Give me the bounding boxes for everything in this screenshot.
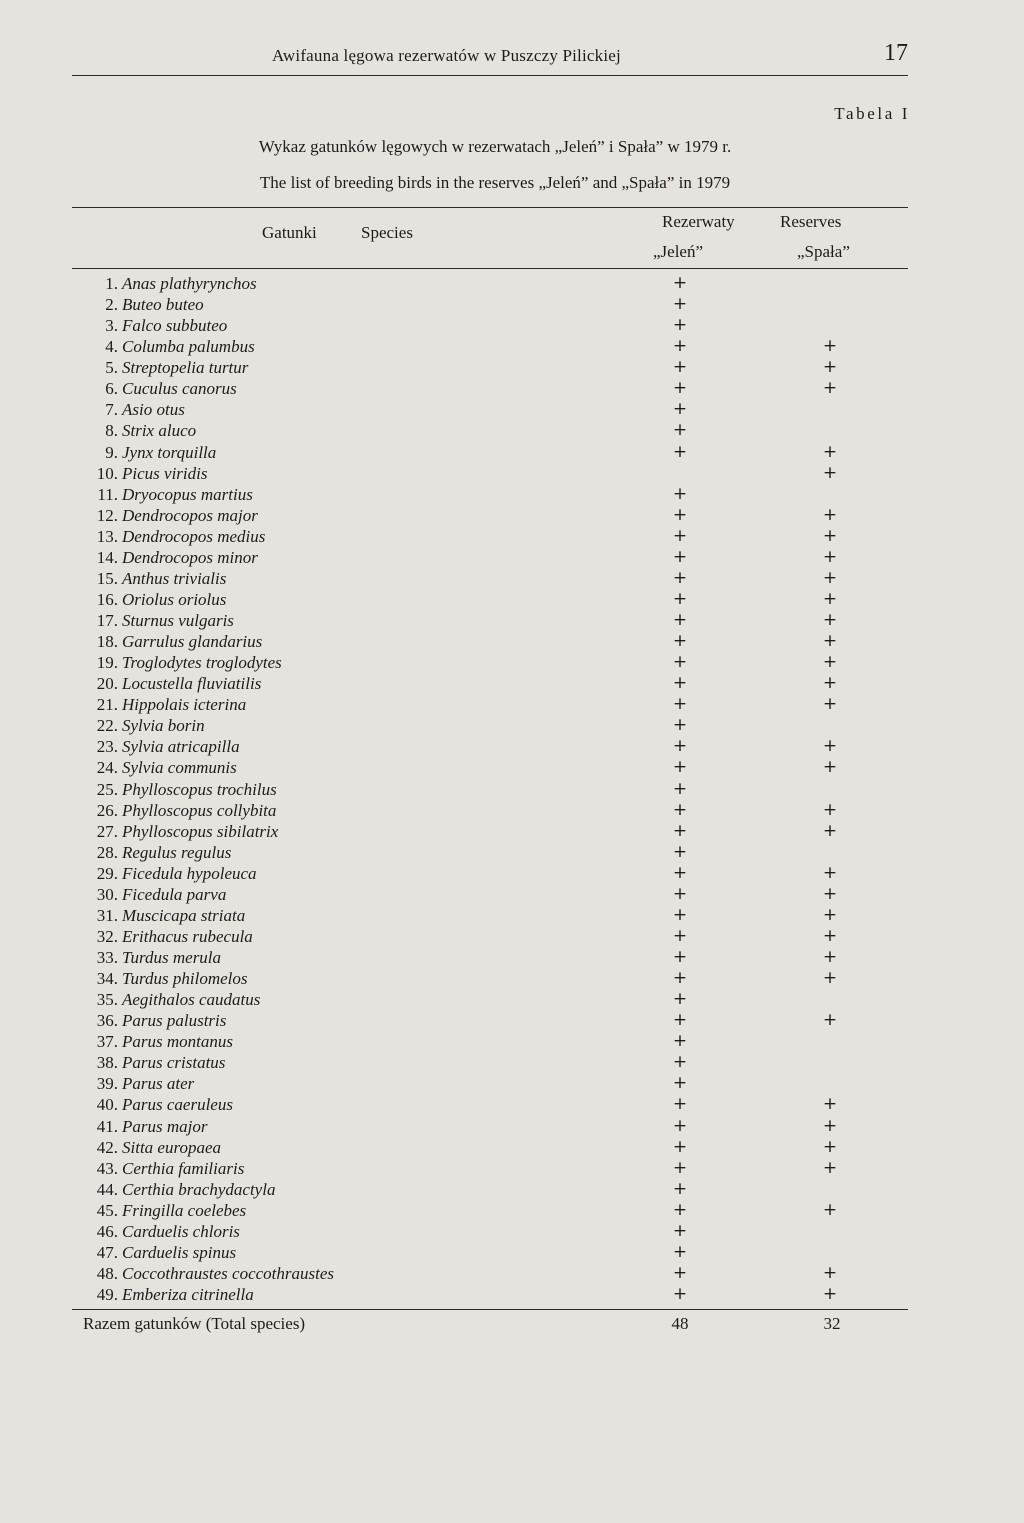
row-number: 41. — [96, 1116, 118, 1136]
jelen-mark: + — [672, 652, 688, 673]
species-name: Erithacus rubecula — [122, 926, 253, 946]
jelen-mark: + — [672, 925, 688, 946]
total-label: Razem gatunków (Total species) — [83, 1314, 306, 1333]
row-number: 30. — [96, 884, 118, 904]
table-row — [84, 1284, 884, 1305]
table-row — [84, 610, 884, 631]
spala-mark: + — [822, 1262, 838, 1283]
jelen-mark: + — [672, 736, 688, 757]
jelen-mark: + — [672, 483, 688, 504]
species-name: Parus cristatus — [122, 1053, 226, 1073]
jelen-mark: + — [672, 336, 688, 357]
jelen-mark: + — [672, 1284, 688, 1304]
jelen-mark: + — [672, 757, 688, 778]
species-name: Falco subbuteo — [122, 316, 228, 336]
species-name: Sylvia communis — [122, 758, 237, 778]
table-row — [84, 694, 884, 715]
jelen-mark: + — [672, 1178, 688, 1199]
row-number: 31. — [96, 905, 118, 925]
jelen-mark: + — [672, 1220, 688, 1241]
species-name: Anas plathyrynchos — [122, 274, 257, 293]
table-row — [84, 1242, 884, 1263]
table-row — [84, 357, 884, 378]
column-header-spala: „Spała” — [797, 242, 850, 261]
table-row — [84, 926, 884, 947]
species-name: Dryocopus martius — [122, 484, 253, 504]
table-row — [84, 1052, 884, 1073]
jelen-mark: + — [672, 1262, 688, 1283]
jelen-mark: + — [672, 799, 688, 820]
table-row — [84, 589, 884, 610]
page-number: 17 — [884, 40, 908, 66]
row-number: 1. — [105, 274, 118, 293]
species-name: Troglodytes troglodytes — [122, 653, 282, 673]
total-spala: 32 — [823, 1314, 841, 1333]
species-name: Turdus merula — [122, 948, 222, 967]
row-number: 17. — [96, 611, 118, 630]
column-header-reserves-en: Reserves — [780, 212, 842, 231]
jelen-mark: + — [672, 947, 688, 967]
species-name: Parus palustris — [122, 1011, 227, 1031]
spala-mark: + — [822, 567, 838, 588]
jelen-mark: + — [672, 778, 688, 799]
table-row — [84, 294, 884, 315]
column-header-jelen: „Jeleń” — [653, 242, 704, 261]
species-name: Phylloscopus sibilatrix — [122, 821, 279, 841]
spala-mark: + — [822, 673, 838, 694]
spala-mark: + — [822, 1199, 838, 1220]
row-number: 5. — [105, 358, 118, 378]
table-row — [84, 736, 884, 757]
jelen-mark: + — [672, 694, 688, 715]
row-number: 4. — [105, 337, 118, 357]
jelen-mark: + — [672, 1010, 688, 1031]
table-row — [84, 399, 884, 420]
row-number: 27. — [96, 821, 118, 841]
jelen-mark: + — [672, 1199, 688, 1220]
row-number: 47. — [96, 1242, 118, 1262]
species-name: Sylvia atricapilla — [122, 737, 240, 757]
spala-mark: + — [822, 862, 838, 883]
jelen-mark: + — [672, 399, 688, 420]
column-header-reserves-pl: Rezerwaty — [662, 212, 735, 231]
jelen-mark: + — [672, 546, 688, 567]
spala-mark: + — [822, 336, 838, 357]
row-number: 36. — [96, 1011, 118, 1031]
species-name: Aegithalos caudatus — [122, 990, 261, 1010]
row-number: 49. — [96, 1285, 118, 1304]
species-name: Parus montanus — [122, 1032, 233, 1052]
row-number: 6. — [105, 379, 118, 399]
table-row — [84, 463, 884, 484]
jelen-mark: + — [672, 989, 688, 1010]
species-name: Streptopelia turtur — [122, 358, 249, 378]
species-name: Sylvia borin — [122, 716, 205, 736]
row-number: 25. — [96, 779, 118, 799]
total-jelen: 48 — [671, 1314, 689, 1333]
species-name: Emberiza citrinella — [122, 1285, 254, 1304]
row-number: 14. — [96, 547, 118, 567]
row-number: 10. — [96, 463, 118, 483]
jelen-mark: + — [672, 273, 688, 293]
row-number: 34. — [96, 969, 118, 989]
row-number: 38. — [96, 1053, 118, 1073]
table-row — [84, 1200, 884, 1221]
table-row — [84, 1073, 884, 1094]
jelen-mark: + — [672, 862, 688, 883]
table-row — [84, 526, 884, 547]
jelen-mark: + — [672, 1136, 688, 1157]
table-row — [84, 505, 884, 526]
table-row — [84, 673, 884, 694]
spala-mark: + — [822, 378, 838, 399]
spala-mark: + — [822, 757, 838, 778]
row-number: 24. — [96, 758, 118, 778]
jelen-mark: + — [672, 420, 688, 441]
row-number: 45. — [96, 1200, 118, 1220]
species-name: Hippolais icterina — [122, 695, 247, 715]
species-name: Phylloscopus collybita — [122, 800, 277, 820]
jelen-mark: + — [672, 504, 688, 525]
jelen-mark: + — [672, 1052, 688, 1073]
jelen-mark: + — [672, 631, 688, 652]
table-row — [84, 484, 884, 505]
table-row — [84, 1094, 884, 1115]
spala-mark: + — [822, 631, 838, 652]
spala-mark: + — [822, 652, 838, 673]
spala-mark: + — [822, 883, 838, 904]
species-name: Ficedula hypoleuca — [122, 863, 257, 883]
table-row — [84, 378, 884, 399]
table-row — [84, 1158, 884, 1179]
row-number: 39. — [96, 1074, 118, 1094]
jelen-mark: + — [672, 441, 688, 462]
species-name: Columba palumbus — [122, 337, 255, 357]
jelen-mark: + — [672, 820, 688, 841]
spala-mark: + — [822, 357, 838, 378]
spala-mark: + — [822, 1010, 838, 1031]
jelen-mark: + — [672, 1094, 688, 1115]
spala-mark: + — [822, 736, 838, 757]
table-caption-english: The list of breeding birds in the reserves „Jeleń” and „Spała” in 1979 — [259, 173, 731, 192]
table-header-rule — [72, 268, 908, 269]
table-row — [84, 842, 884, 863]
species-name: Certhia brachydactyla — [122, 1179, 276, 1199]
spala-mark: + — [822, 1115, 838, 1136]
row-number: 15. — [96, 568, 118, 588]
table-row — [84, 336, 884, 357]
row-number: 29. — [96, 863, 118, 883]
table-row — [84, 1010, 884, 1031]
table-row — [84, 315, 884, 336]
row-number: 33. — [96, 948, 118, 967]
jelen-mark: + — [672, 294, 688, 315]
table-row — [84, 947, 884, 968]
jelen-mark: + — [672, 904, 688, 925]
table-row — [84, 568, 884, 589]
species-name: Turdus philomelos — [122, 969, 248, 989]
species-name: Muscicapa striata — [122, 905, 246, 925]
species-name: Sturnus vulgaris — [122, 611, 234, 630]
row-number: 48. — [96, 1263, 118, 1283]
spala-mark: + — [822, 588, 838, 609]
jelen-mark: + — [672, 378, 688, 399]
table-bottom-rule — [72, 1309, 908, 1310]
table-row — [84, 863, 884, 884]
table-row — [84, 905, 884, 926]
species-name: Carduelis spinus — [122, 1242, 237, 1262]
species-name: Dendrocopos major — [122, 505, 258, 525]
header-rule — [72, 75, 908, 76]
species-name: Ficedula parva — [122, 884, 227, 904]
species-name: Anthus trivialis — [122, 568, 227, 588]
species-name: Jynx torquilla — [122, 442, 217, 462]
row-number: 28. — [96, 842, 118, 862]
species-name: Strix aluco — [122, 421, 197, 441]
table-label: Tabela I — [834, 104, 910, 123]
table-row — [84, 989, 884, 1010]
species-table-body — [84, 273, 884, 1305]
jelen-mark: + — [672, 1031, 688, 1052]
column-header-species-en: Species — [361, 223, 413, 242]
jelen-mark: + — [672, 715, 688, 736]
table-row — [84, 420, 884, 441]
spala-mark: + — [822, 1157, 838, 1178]
row-number: 46. — [96, 1221, 118, 1241]
spala-mark: + — [822, 1284, 838, 1304]
species-name: Dendrocopos minor — [122, 547, 258, 567]
row-number: 42. — [96, 1137, 118, 1157]
row-number: 2. — [105, 295, 118, 315]
row-number: 18. — [96, 632, 118, 652]
spala-mark: + — [822, 904, 838, 925]
row-number: 8. — [105, 421, 118, 441]
row-number: 12. — [96, 505, 118, 525]
jelen-mark: + — [672, 968, 688, 989]
species-name: Dendrocopos medius — [122, 526, 266, 546]
spala-mark: + — [822, 820, 838, 841]
table-caption-polish: Wykaz gatunków lęgowych w rezerwatach „Jeleń” i Spała” w 1979 r. — [258, 137, 732, 156]
spala-mark: + — [822, 462, 838, 483]
spala-mark: + — [822, 947, 838, 967]
species-name: Sitta europaea — [122, 1137, 221, 1157]
species-name: Fringilla coelebes — [122, 1200, 247, 1220]
species-name: Buteo buteo — [122, 295, 204, 315]
running-title: Awifauna lęgowa rezerwatów w Puszczy Pilickiej — [272, 46, 621, 65]
table-row — [84, 1221, 884, 1242]
jelen-mark: + — [672, 588, 688, 609]
spala-mark: + — [822, 504, 838, 525]
row-number: 3. — [105, 316, 118, 336]
row-number: 23. — [96, 737, 118, 757]
species-name: Cuculus canorus — [122, 379, 237, 399]
species-name: Parus ater — [122, 1074, 195, 1094]
species-name: Phylloscopus trochilus — [122, 779, 277, 799]
table-row — [84, 273, 884, 294]
table-row — [84, 1263, 884, 1284]
jelen-mark: + — [672, 1115, 688, 1136]
species-name: Asio otus — [122, 400, 185, 420]
spala-mark: + — [822, 1136, 838, 1157]
table-row — [84, 1137, 884, 1158]
row-number: 35. — [96, 990, 118, 1010]
spala-mark: + — [822, 441, 838, 462]
row-number: 19. — [96, 653, 118, 673]
row-number: 20. — [96, 674, 118, 694]
row-number: 21. — [96, 695, 118, 715]
jelen-mark: + — [672, 883, 688, 904]
jelen-mark: + — [672, 610, 688, 630]
species-name: Carduelis chloris — [122, 1221, 240, 1241]
spala-mark: + — [822, 799, 838, 820]
row-number: 37. — [96, 1032, 118, 1052]
jelen-mark: + — [672, 315, 688, 336]
species-name: Regulus regulus — [122, 842, 232, 862]
table-row — [84, 1116, 884, 1137]
table-row — [84, 1179, 884, 1200]
row-number: 26. — [96, 800, 118, 820]
species-name: Certhia familiaris — [122, 1158, 245, 1178]
jelen-mark: + — [672, 1073, 688, 1094]
jelen-mark: + — [672, 1241, 688, 1262]
table-row — [84, 1031, 884, 1052]
table-row — [84, 779, 884, 800]
spala-mark: + — [822, 1094, 838, 1115]
table-row — [84, 631, 884, 652]
row-number: 22. — [96, 716, 118, 736]
jelen-mark: + — [672, 525, 688, 546]
spala-mark: + — [822, 610, 838, 630]
species-name: Oriolus oriolus — [122, 589, 227, 609]
table-row — [84, 547, 884, 568]
jelen-mark: + — [672, 841, 688, 862]
row-number: 32. — [96, 926, 118, 946]
species-name: Garrulus glandarius — [122, 632, 263, 652]
jelen-mark: + — [672, 357, 688, 378]
species-name: Parus major — [122, 1116, 208, 1136]
jelen-mark: + — [672, 567, 688, 588]
table-row — [84, 968, 884, 989]
jelen-mark: + — [672, 1157, 688, 1178]
table-row — [84, 757, 884, 778]
row-number: 11. — [97, 484, 118, 504]
table-row — [84, 884, 884, 905]
row-number: 9. — [105, 442, 118, 462]
row-number: 44. — [96, 1179, 118, 1199]
table-row — [84, 821, 884, 842]
table-row — [84, 715, 884, 736]
species-name: Parus caeruleus — [122, 1095, 233, 1115]
column-header-species-pl: Gatunki — [262, 223, 317, 242]
table-row — [84, 800, 884, 821]
spala-mark: + — [822, 968, 838, 989]
table-row — [84, 652, 884, 673]
table-top-rule — [72, 207, 908, 208]
row-number: 7. — [105, 400, 118, 420]
spala-mark: + — [822, 694, 838, 715]
species-name: Coccothraustes coccothraustes — [122, 1263, 334, 1283]
row-number: 13. — [96, 526, 118, 546]
spala-mark: + — [822, 525, 838, 546]
species-name: Locustella fluviatilis — [122, 674, 262, 694]
table-row — [84, 442, 884, 463]
spala-mark: + — [822, 925, 838, 946]
species-name: Picus viridis — [122, 463, 208, 483]
jelen-mark: + — [672, 673, 688, 694]
spala-mark: + — [822, 546, 838, 567]
row-number: 16. — [96, 589, 118, 609]
row-number: 43. — [96, 1158, 118, 1178]
row-number: 40. — [96, 1095, 118, 1115]
